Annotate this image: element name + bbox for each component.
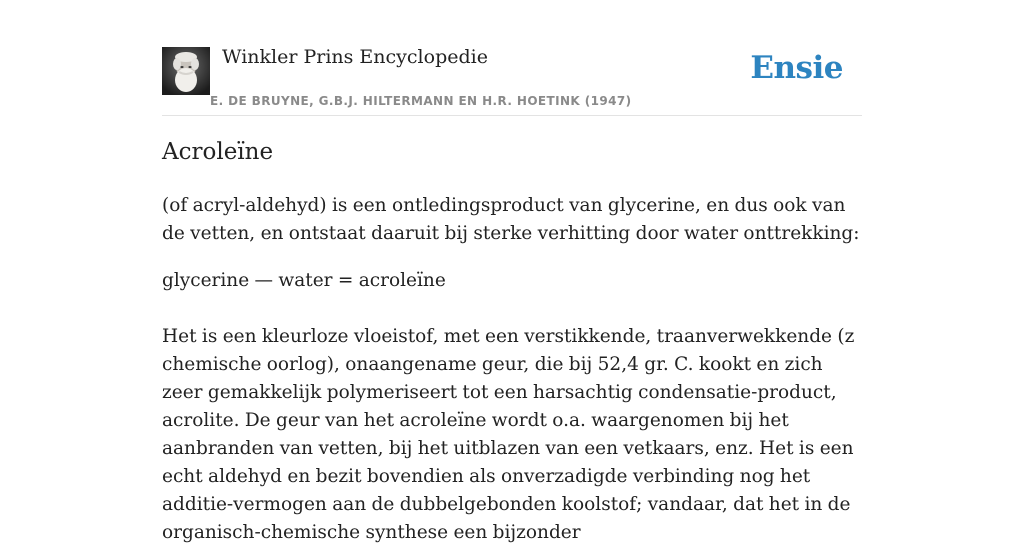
author-avatar[interactable]	[162, 47, 210, 95]
portrait-photo-icon	[162, 47, 210, 95]
source-title[interactable]: Winkler Prins Encyclopedie	[222, 46, 488, 68]
article-paragraph-intro: (of acryl-aldehyd) is een ontledingsproduct van glycerine, en dus ook van de vetten, en ontstaat daaruit bij sterke verhitting door water onttrekking:	[162, 195, 860, 244]
page	[162, 0, 862, 543]
article-title: Acroleïne	[162, 139, 274, 165]
source-authors: E. DE BRUYNE, G.B.J. HILTERMANN EN H.R. HOETINK (1947)	[210, 94, 632, 108]
source-header	[162, 0, 862, 116]
article-paragraph-formula: glycerine — water = acroleïne	[162, 270, 446, 291]
brand-logo[interactable]: Ensie	[750, 50, 843, 86]
article-paragraph-body: Het is een kleurloze vloeistof, met een verstikkende, traanverwekkende (z chemische oorlog), onaangename geur, die bij 52,4 gr. C. kookt en zich zeer gemakkelijk polymeriseert tot een harsachtig condensatie-product, acrolite. De geur van het acroleïne wordt o.a. waargenomen bij het aanbranden van vetten, bij het uitblazen van een vetkaars, enz. Het is een echt aldehyd en bezit bovendien als onverzadigde verbinding nog het additie-vermogen aan de dubbelgebonden koolstof; vandaar, dat het in de organisch-chemische synthese een bijzonder	[162, 326, 855, 543]
